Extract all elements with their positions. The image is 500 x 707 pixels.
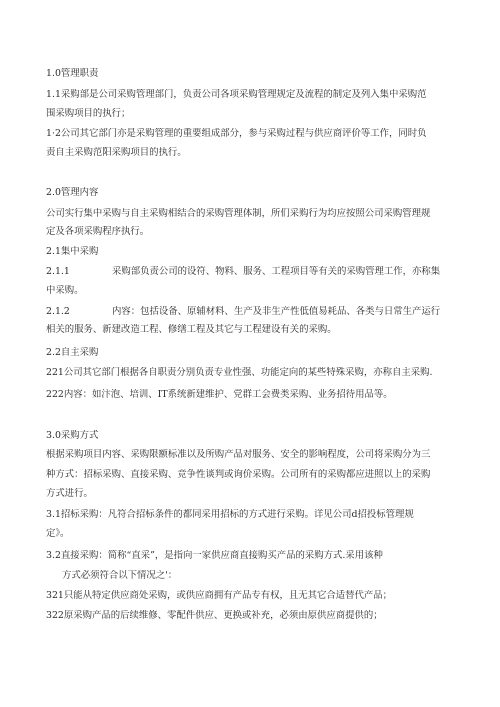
item-2-1-1-line-1 <box>46 266 462 278</box>
paragraph-1-2-line-2: 责自主采购范阳采购项目的执行。 <box>46 147 187 158</box>
item-2-1-1-line-2: 中采购。 <box>46 285 84 296</box>
item-2-1-1-number: 2.1.1 <box>46 266 70 277</box>
paragraph-1-1-line-1: 1.1采购部是公司采购管理部门，负责公司各项采购管理规定及流程的制定及列入集中采购范 <box>46 89 427 100</box>
item-3-1-line-2: 定》。 <box>46 528 70 539</box>
item-3-2-2: 322原采购产品的后续维修、零配件供应、更换或补充，必须由原供应商提供的； <box>46 610 383 621</box>
section-2-heading: 2.0管理内容 <box>46 187 99 198</box>
item-2-1-1-text: 采购部负责公司的设符、物料、服务、工程项目等有关的采购管理工作，亦称集 <box>112 266 441 277</box>
item-3-1-line-1: 3.1招标采购：凡符合招标条件的都同采用招标的方式进行采购。详见公司d招投标管理规 <box>46 509 414 520</box>
section-3-intro-line-2: 种方式：招标采购、直接采购、竞争性谈判或询价采购。公司所有的采购都应进照以上的采购 <box>46 469 431 480</box>
section-2-intro-line-2: 定及各项采购程序执行。 <box>46 226 150 237</box>
item-2-1-2-line-2: 相关的服务、新建改造工程、修缮工程及其它与工程建设有关的采购。 <box>46 324 337 335</box>
section-3-heading: 3.0采购方式 <box>46 430 99 441</box>
item-2-2-2: 222内容：如汴泡、培训、IT系统新建维护、党群工会费类采购、业务招待用品等。 <box>46 389 393 400</box>
item-3-2-line-1: 3.2直接采购：简称“直采”，是指向一家供应商直接购买产品的采购方式.采用该种 <box>46 550 383 561</box>
item-3-2-line-2: 方式必须符合以下情况之'： <box>62 570 178 581</box>
section-1-heading: 1.0管理职责 <box>46 68 99 79</box>
paragraph-1-2-line-1: 1·2公司其它部门亦是采购管理的重要组成部分，参与采购过程与供应商评价等工作，同时负 <box>46 128 427 139</box>
subsection-2-2-heading: 2.2自主采购 <box>46 347 99 358</box>
paragraph-1-1-line-2: 围采购项目的执行； <box>46 108 131 119</box>
item-2-1-2-text: 内容：包括设备、原辅材料、生产及非生产性低值易耗品、各类与日常生产运行 <box>112 306 441 317</box>
item-2-2-1: 221公司其它部门根据各自职责分别负责专业性强、功能定向的某些特殊采购，亦称自主采购. <box>46 367 433 378</box>
subsection-2-1-heading: 2.1集中采购 <box>46 246 99 257</box>
item-2-1-2-line-1 <box>46 306 462 318</box>
item-2-1-2-number: 2.1.2 <box>46 306 70 317</box>
item-3-2-1: 321只能从特定供应商处采购，或供应商拥有产品专有权，且无其它合适替代产品； <box>46 590 393 601</box>
section-2-intro-line-1: 公司实行集中采购与自主采购相结合的采购管理体制，所们采购行为均应按照公司采购管理规 <box>46 208 431 219</box>
section-3-intro-line-1: 根据采购项目内容、采购限额标准以及所购产品对服务、安全的影响程度，公司将采购分为三 <box>46 449 431 460</box>
section-3-intro-line-3: 方式进行。 <box>46 488 93 499</box>
